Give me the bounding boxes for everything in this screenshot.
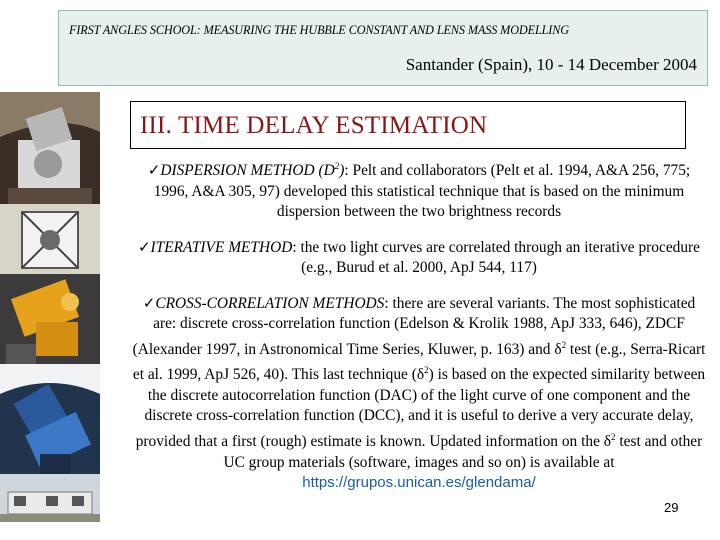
- method-description: : there are several variants. The most sophisticated are: discrete cross-correlation function (Edelson & Krolik 1988, ApJ 333, 646), ZDCF (Alexander 1997, in Astronomical Time Series, Kluwer, p. 163) and $\delta^2$ test (e.g., Serra-Ricart et al. 1999, ApJ 526, 40). This last technique $(\delta^2)$ is based on the expected similarity between the discrete autocorrelation function (DAC) of the light curve of one component and the discrete cross-correlation function (DCC), and it is useful to derive a very accurate delay, provided that a first (rough) estimate is known. Updated information on the $\delta^2$ test and other UC group materials (software, images and so on) is available at https://grupos.unican.es/glendama/: [132, 294, 706, 491]
- method-description: : Pelt and collaborators (Pelt et al. 1994, A&A 256, 775; 1996, A&A 305, 97) developed this statistical technique that is based on the minimum dispersion between the two brightness records: [153, 162, 691, 221]
- checkmark-icon: ✓: [137, 237, 151, 256]
- list-item-iterative: [130, 237, 708, 279]
- observatory-building-photo: [0, 474, 100, 522]
- observatory-dome-photo: [0, 92, 100, 204]
- section-title-box: [130, 101, 686, 149]
- method-name: ITERATIVE METHOD: [150, 238, 293, 256]
- method-description: : the two light curves are correlated through an iterative procedure (e.g., Burud et al. 2000, ApJ 544, 117): [292, 238, 701, 277]
- list-item-dispersion: [130, 156, 708, 223]
- method-name: DISPERSION METHOD $(D^2)$: [160, 161, 345, 180]
- section-name: TIME DELAY ESTIMATION: [172, 112, 488, 139]
- section-title: [140, 112, 487, 140]
- glendama-link[interactable]: https://grupos.unican.es/glendama/: [302, 474, 536, 491]
- school-title: FIRST ANGLES SCHOOL: MEASURING THE HUBBLE CONSTANT AND LENS MASS MODELLING: [69, 23, 569, 37]
- slide-header: [58, 10, 708, 86]
- slide-body: [130, 156, 708, 508]
- telescope-photo-strip: [0, 92, 100, 522]
- page-number: 29: [664, 500, 679, 515]
- telescope-mirror-photo: [0, 204, 100, 274]
- list-item-cross-correlation: [130, 293, 708, 494]
- yellow-telescope-photo: [0, 274, 100, 364]
- section-number: III.: [140, 112, 173, 139]
- checkmark-icon: ✓: [142, 293, 156, 312]
- method-name: CROSS-CORRELATION METHODS: [155, 294, 385, 312]
- checkmark-icon: ✓: [147, 161, 161, 180]
- location-date: Santander (Spain), 10 - 14 December 2004: [405, 55, 697, 74]
- dome-interior-photo: [0, 364, 100, 474]
